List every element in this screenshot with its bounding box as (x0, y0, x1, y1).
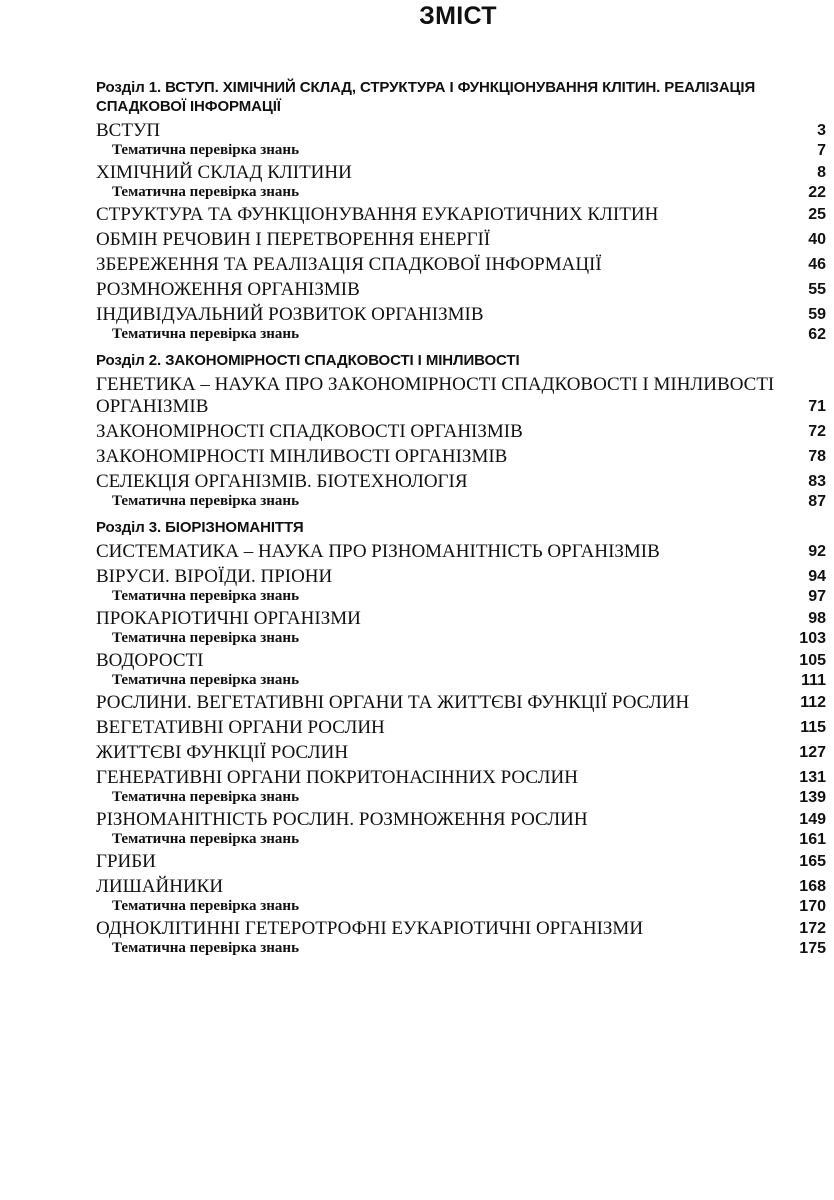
toc-subentry (96, 493, 826, 510)
entry-title: ГРИБИ (96, 851, 156, 872)
entry-title: ЗАКОНОМІРНОСТІ МІНЛИВОСТІ ОРГАНІЗМІВ (96, 446, 508, 467)
entry-title: ЖИТТЄВІ ФУНКЦІЇ РОСЛИН (96, 742, 349, 763)
entry-title: ВОДОРОСТІ (96, 650, 204, 671)
toc-subentry (96, 789, 826, 806)
entry-page-number: 168 (799, 878, 826, 895)
section-heading: Розділ 3. БІОРІЗНОМАНІТТЯ (96, 519, 304, 536)
entry-title: РІЗНОМАНІТНІСТЬ РОСЛИН. РОЗМНОЖЕННЯ РОСЛИН (96, 809, 588, 830)
entry-title: Тематична перевірка знань (112, 940, 300, 956)
entry-page-number: 40 (808, 231, 826, 248)
entry-page-number: 105 (799, 652, 826, 669)
entry-title: Тематична перевірка знань (112, 898, 300, 914)
toc-entry (96, 204, 826, 226)
entry-page-number: 92 (808, 543, 826, 560)
toc-entry (96, 471, 826, 493)
entry-title: Тематична перевірка знань (112, 493, 300, 509)
entry-page-number: 59 (808, 306, 826, 323)
toc-entry (96, 541, 826, 563)
entry-title: РОСЛИНИ. ВЕГЕТАТИВНІ ОРГАНИ ТА ЖИТТЄВІ ФУНКЦІЇ РОСЛИН (96, 692, 690, 713)
entry-page-number: 98 (808, 610, 826, 627)
toc-entry (96, 374, 826, 418)
toc-entry (96, 767, 826, 789)
toc-entry (96, 918, 826, 940)
entry-title: ГЕНЕРАТИВНІ ОРГАНИ ПОКРИТОНАСІННИХ РОСЛИН (96, 767, 578, 788)
toc-section (96, 351, 826, 510)
entry-page-number: 46 (808, 256, 826, 273)
toc-section (96, 518, 826, 957)
toc-entry (96, 421, 826, 443)
entry-title: ЗБЕРЕЖЕННЯ ТА РЕАЛІЗАЦІЯ СПАДКОВОЇ ІНФОРМАЦІЇ (96, 254, 602, 275)
entry-page-number: 175 (799, 940, 826, 957)
table-of-contents (96, 78, 826, 957)
section-heading: Розділ 1. ВСТУП. ХІМІЧНИЙ СКЛАД, СТРУКТУРА І ФУНКЦІОНУВАННЯ КЛІТИН. РЕАЛІЗАЦІЯ СПАДКОВОЇ ІНФОРМАЦІЇ (96, 79, 756, 115)
toc-entry (96, 446, 826, 468)
entry-title: Тематична перевірка знань (112, 184, 300, 200)
entry-page-number: 25 (808, 206, 826, 223)
toc-subentry (96, 184, 826, 201)
entry-title: ЛИШАЙНИКИ (96, 876, 224, 897)
entry-title: СТРУКТУРА ТА ФУНКЦІОНУВАННЯ ЕУКАРІОТИЧНИХ КЛІТИН (96, 204, 659, 225)
entry-page-number: 172 (799, 920, 826, 937)
entry-title: ГЕНЕТИКА – НАУКА ПРО ЗАКОНОМІРНОСТІ СПАДКОВОСТІ І МІНЛИВОСТІ ОРГАНІЗМІВ (96, 374, 775, 417)
entry-title: Тематична перевірка знань (112, 588, 300, 604)
toc-subentry (96, 898, 826, 915)
entry-page-number: 149 (799, 811, 826, 828)
entry-page-number: 62 (808, 326, 826, 343)
toc-subentry (96, 831, 826, 848)
entry-page-number: 94 (808, 568, 826, 585)
toc-subentry (96, 630, 826, 647)
entry-page-number: 87 (808, 493, 826, 510)
entry-title: ХІМІЧНИЙ СКЛАД КЛІТИНИ (96, 162, 352, 183)
entry-title: ВСТУП (96, 120, 161, 141)
entry-page-number: 8 (817, 164, 826, 181)
entry-page-number: 115 (800, 719, 826, 736)
toc-entry (96, 692, 826, 714)
entry-title: ОБМІН РЕЧОВИН І ПЕРЕТВОРЕННЯ ЕНЕРГІЇ (96, 229, 491, 250)
entry-title: СИСТЕМАТИКА – НАУКА ПРО РІЗНОМАНІТНІСТЬ ОРГАНІЗМІВ (96, 541, 660, 562)
toc-entry (96, 650, 826, 672)
toc-entry (96, 304, 826, 326)
entry-title: ПРОКАРІОТИЧНІ ОРГАНІЗМИ (96, 608, 361, 629)
entry-page-number: 161 (799, 831, 826, 848)
toc-entry (96, 876, 826, 898)
toc-subentry (96, 940, 826, 957)
entry-page-number: 3 (817, 122, 826, 139)
entry-page-number: 112 (800, 694, 826, 711)
entry-title: СЕЛЕКЦІЯ ОРГАНІЗМІВ. БІОТЕХНОЛОГІЯ (96, 471, 468, 492)
entry-title: ОДНОКЛІТИННІ ГЕТЕРОТРОФНІ ЕУКАРІОТИЧНІ ОРГАНІЗМИ (96, 918, 644, 939)
entry-page-number: 139 (799, 789, 826, 806)
entry-page-number: 22 (808, 184, 826, 201)
entry-page-number: 103 (799, 630, 826, 647)
toc-section (96, 78, 826, 343)
entry-page-number: 131 (799, 769, 826, 786)
entry-title: ВЕГЕТАТИВНІ ОРГАНИ РОСЛИН (96, 717, 385, 738)
page-title: ЗМІСТ (419, 2, 497, 30)
entry-title: Тематична перевірка знань (112, 142, 300, 158)
entry-page-number: 55 (808, 281, 826, 298)
toc-entry (96, 279, 826, 301)
entry-page-number: 71 (808, 398, 826, 415)
entry-page-number: 97 (808, 588, 826, 605)
toc-entry (96, 229, 826, 251)
entry-page-number: 72 (808, 423, 826, 440)
entry-page-number: 7 (817, 142, 826, 159)
toc-entry (96, 809, 826, 831)
entry-title: Тематична перевірка знань (112, 672, 300, 688)
entry-title: Тематична перевірка знань (112, 630, 300, 646)
toc-entry (96, 608, 826, 630)
entry-title: Тематична перевірка знань (112, 789, 300, 805)
entry-page-number: 165 (799, 853, 826, 870)
entry-page-number: 83 (808, 473, 826, 490)
toc-subentry (96, 672, 826, 689)
toc-subentry (96, 588, 826, 605)
toc-entry (96, 717, 826, 739)
entry-title: Тематична перевірка знань (112, 326, 300, 342)
entry-page-number: 170 (799, 898, 826, 915)
toc-subentry (96, 142, 826, 159)
toc-subentry (96, 326, 826, 343)
entry-page-number: 78 (808, 448, 826, 465)
entry-title: ІНДИВІДУАЛЬНИЙ РОЗВИТОК ОРГАНІЗМІВ (96, 304, 484, 325)
toc-entry (96, 566, 826, 588)
toc-entry (96, 120, 826, 142)
entry-page-number: 127 (799, 744, 826, 761)
toc-entry (96, 162, 826, 184)
entry-title: ВІРУСИ. ВІРОЇДИ. ПРІОНИ (96, 566, 333, 587)
entry-page-number: 111 (801, 672, 826, 689)
toc-entry (96, 851, 826, 873)
toc-entry (96, 742, 826, 764)
toc-entry (96, 254, 826, 276)
section-heading: Розділ 2. ЗАКОНОМІРНОСТІ СПАДКОВОСТІ І МІНЛИВОСТІ (96, 352, 520, 369)
entry-title: Тематична перевірка знань (112, 831, 300, 847)
entry-title: ЗАКОНОМІРНОСТІ СПАДКОВОСТІ ОРГАНІЗМІВ (96, 421, 523, 442)
entry-title: РОЗМНОЖЕННЯ ОРГАНІЗМІВ (96, 279, 360, 300)
